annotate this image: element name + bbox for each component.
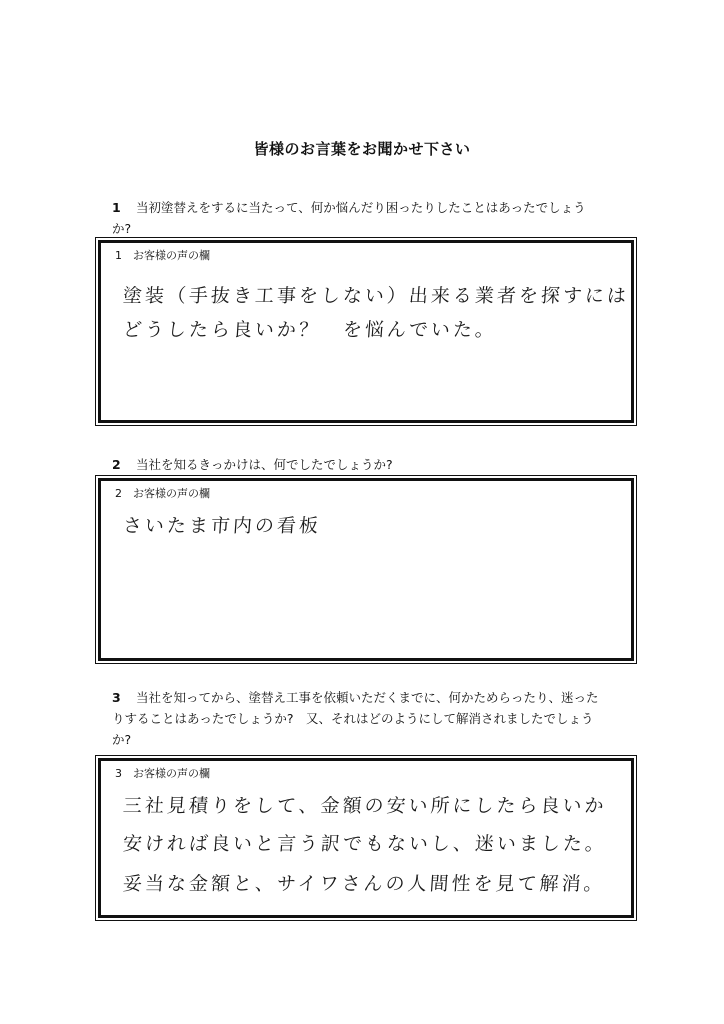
question-2-number: 2 <box>112 457 121 472</box>
question-3-line-2: りすることはあったでしょうか? 又、それはどのようにして解消されましたでしょう <box>112 711 594 726</box>
answer-box-2-label <box>115 485 210 501</box>
answer-box-3 <box>98 758 634 918</box>
answer-box-2-number: 2 <box>115 487 122 500</box>
question-2-text: 当社を知るきっかけは、何でしたでしょうか? <box>136 457 393 472</box>
question-1 <box>112 197 637 239</box>
question-3 <box>112 687 637 750</box>
answer-box-1-label-text: お客様の声の欄 <box>133 249 210 262</box>
question-3-text: 当社を知ってから、塗替え工事を依頼いただくまでに、何かためらったり、迷った <box>136 690 599 705</box>
answer-2-line-1: さいたま市内の看板 <box>122 515 322 537</box>
answer-3-line-1: 三社見積りをして、金額の安い所にしたら良いか <box>122 795 608 817</box>
question-3-line-1 <box>112 687 637 708</box>
question-1-number: 1 <box>112 200 121 215</box>
answer-box-1 <box>98 240 634 423</box>
question-3-line-3: か? <box>112 732 132 747</box>
answer-box-2 <box>98 478 634 661</box>
question-1-line-1 <box>112 197 637 218</box>
answer-box-1-number: 1 <box>115 249 122 262</box>
answer-box-3-label-text: お客様の声の欄 <box>133 767 210 780</box>
page-title: 皆様のお言葉をお聞かせ下さい <box>253 140 471 158</box>
answer-box-2-label-text: お客様の声の欄 <box>133 487 210 500</box>
question-1-text: 当初塗替えをするに当たって、何か悩んだり困ったりしたことはあったでしょう <box>136 200 586 215</box>
answer-box-1-label <box>115 247 210 263</box>
answer-box-3-label <box>115 765 210 781</box>
question-2 <box>112 454 637 475</box>
answer-1-line-2: どうしたら良いか？ を悩んでいた。 <box>122 319 498 341</box>
answer-3-line-2: 安ければ良いと言う訳でもないし、迷いました。 <box>122 833 608 855</box>
answer-1-line-1: 塗装（手抜き工事をしない）出来る業者を探すには <box>122 285 630 307</box>
question-1-line-2: か? <box>112 221 132 236</box>
question-2-line-1 <box>112 454 637 475</box>
answer-3-line-3: 妥当な金額と、サイワさんの人間性を見て解消。 <box>122 873 607 895</box>
question-3-number: 3 <box>112 690 121 705</box>
answer-box-3-number: 3 <box>115 767 122 780</box>
